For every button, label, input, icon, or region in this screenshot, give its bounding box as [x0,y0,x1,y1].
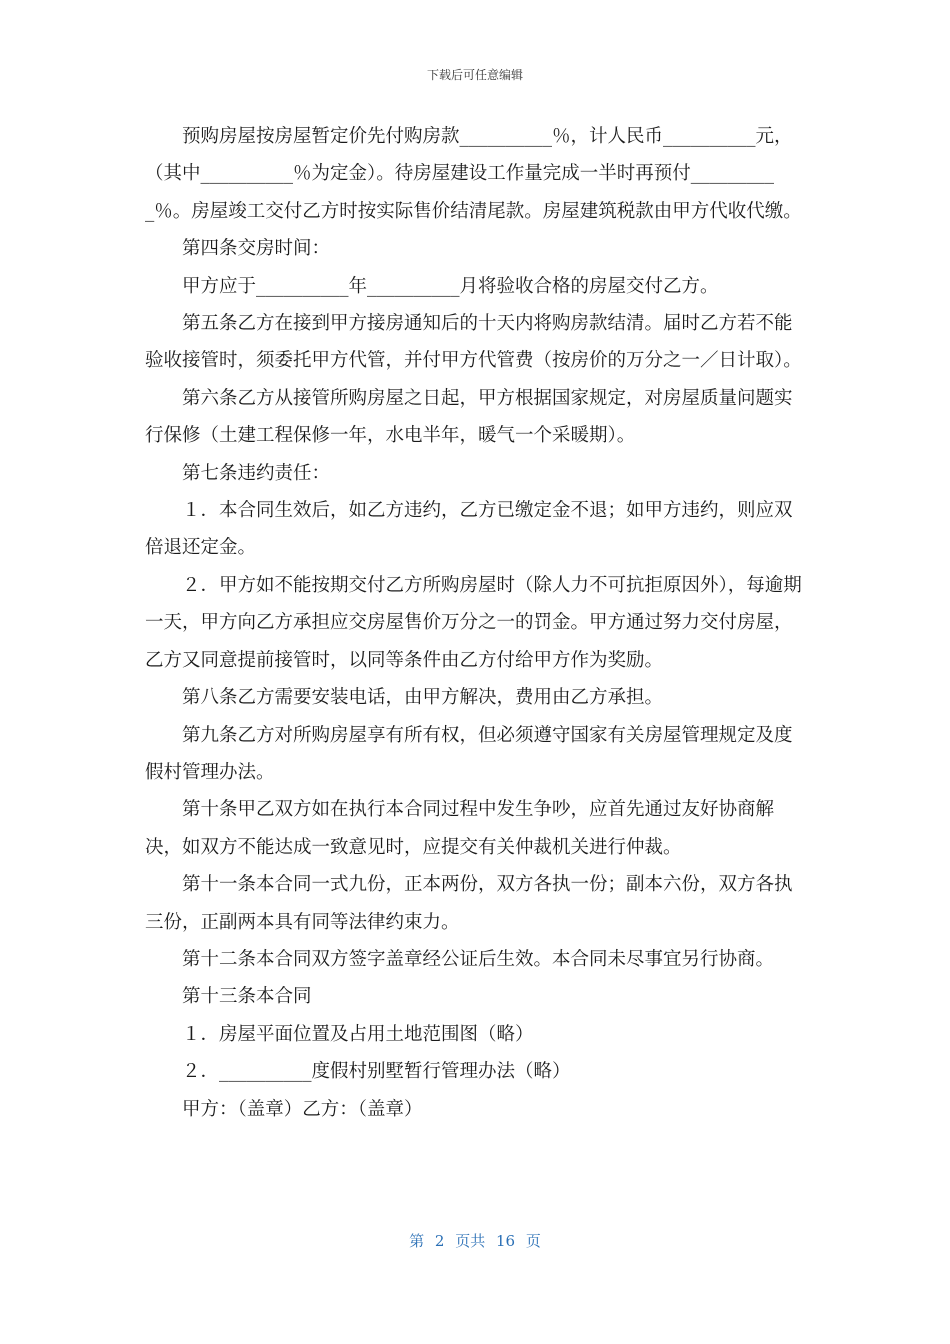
page-header: 下载后可任意编辑 [426,68,523,82]
paragraph-attachment-1: １．房屋平面位置及占用土地范围图（略） [182,1023,534,1045]
paragraph-article-4-title: 第四条交房时间： [182,238,331,260]
paragraph-article-10: 第十条甲乙双方如在执行本合同过程中发生争吵，应首先通过友好协商解决，如双方不能达成一致意见时，应提交有关仲裁机关进行仲裁。 [145,799,775,858]
paragraph-article-5: 第五条乙方在接到甲方接房通知后的十天内将购房款结清。届时乙方若不能验收接管时，须委托甲方代管，并付甲方代管费（按房价的万分之一／日计取）。 [145,313,802,372]
paragraph-article-12: 第十二条本合同双方签字盖章经公证后生效。本合同未尽事宜另行协商。 [182,948,775,970]
document-body [145,118,805,1128]
paragraph-attachment-2: ２．__________度假村别墅暂行管理办法（略） [182,1061,571,1083]
paragraph-signatures: 甲方：（盖章）乙方：（盖章） [182,1098,423,1120]
paragraph-article-7-item-2: ２．甲方如不能按期交付乙方所购房屋时（除人力不可抗拒原因外），每逾期一天，甲方向乙方承担应交房屋售价万分之一的罚金。甲方通过努力交付房屋，乙方又同意提前接管时，以同等条件由乙方付给甲方作为奖励。 [145,574,802,671]
paragraph-payment-terms: 预购房屋按房屋暂定价先付购房款__________％，计人民币__________元，（其中__________％为定金）。待房屋建设工作量完成一半时再预付__________％。房屋竣工交付乙方时按实际售价结清尾款。房屋建筑税款由甲方代收代缴。 [145,126,802,222]
paragraph-article-11: 第十一条本合同一式九份，正本两份，双方各执一份；副本六份，双方各执三份，正副两本具有同等法律约束力。 [145,874,793,933]
paragraph-article-9: 第九条乙方对所购房屋享有所有权，但必须遵守国家有关房屋管理规定及度假村管理办法。 [145,724,793,783]
paragraph-article-7-title: 第七条违约责任： [182,462,331,484]
paragraph-article-7-item-1: １．本合同生效后，如乙方违约，乙方已缴定金不退；如甲方违约，则应双倍退还定金。 [145,500,793,559]
paragraph-article-6: 第六条乙方从接管所购房屋之日起，甲方根据国家规定，对房屋质量问题实行保修（土建工程保修一年，水电半年，暖气一个采暖期）。 [145,387,793,447]
paragraph-delivery-date: 甲方应于__________年__________月将验收合格的房屋交付乙方。 [182,275,719,297]
paragraph-article-13-title: 第十三条本合同 [182,986,312,1008]
page-number-footer: 第 2 页共 16 页 [409,1232,541,1250]
paragraph-article-8: 第八条乙方需要安装电话，由甲方解决，费用由乙方承担。 [182,687,664,709]
